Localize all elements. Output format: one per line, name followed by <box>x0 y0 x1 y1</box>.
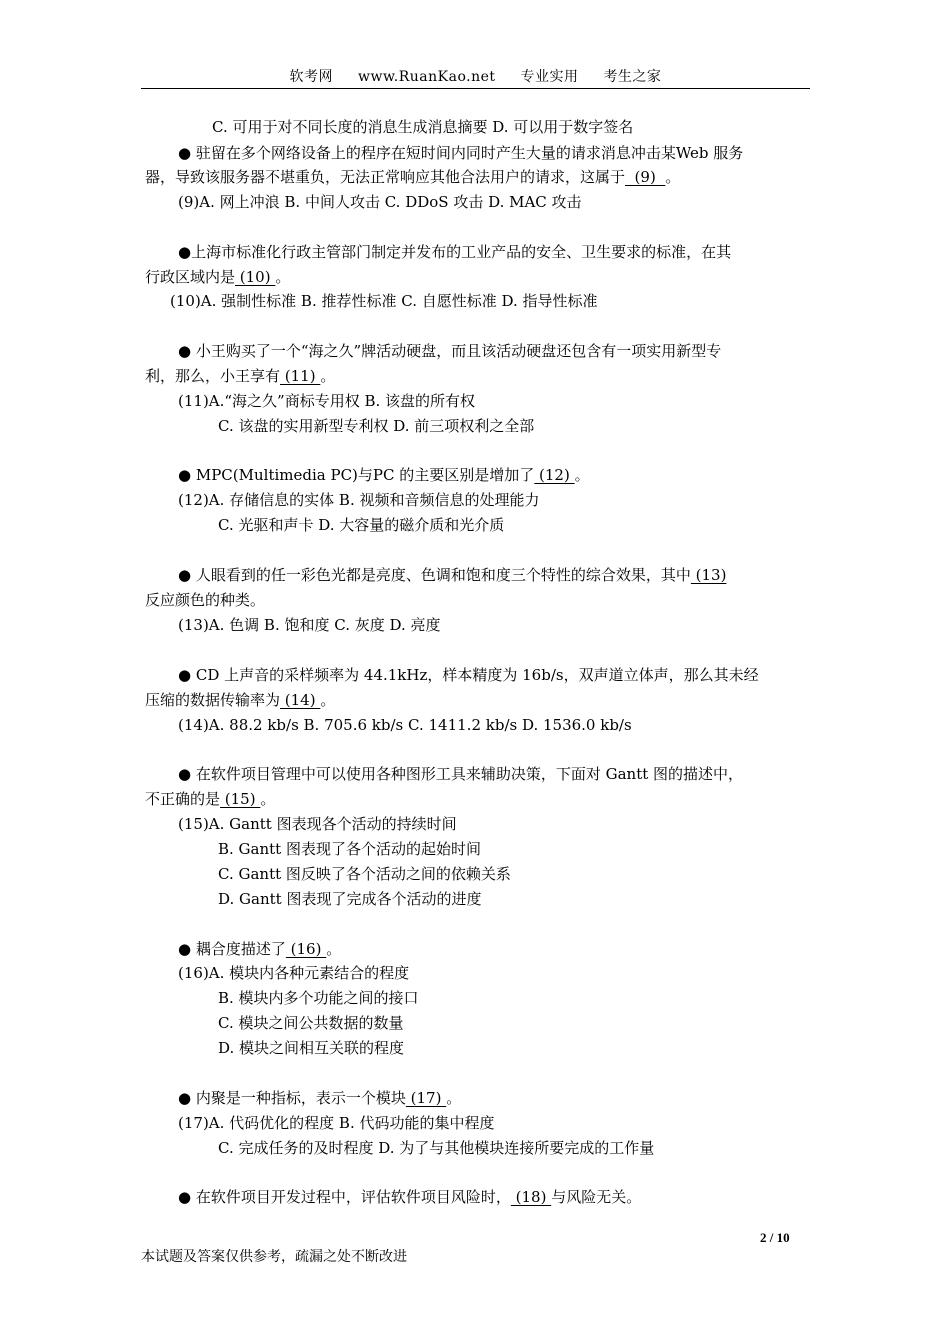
q8-options-cd: C. 可用于对不同长度的消息生成消息摘要 D. 可以用于数字签名 <box>212 118 634 136</box>
q10-stem-line1: ●上海市标准化行政主管部门制定并发布的工业产品的安全、卫生要求的标准，在其 <box>178 243 732 261</box>
q15-option-d: D. Gantt 图表现了完成各个活动的进度 <box>218 890 482 908</box>
header-url: www.RuanKao.net <box>358 69 496 85</box>
q15-option-a: (15)A. Gantt 图表现各个活动的持续时间 <box>178 815 457 833</box>
q13-stem-line1: ● 人眼看到的任一彩色光都是亮度、色调和饱和度三个特性的综合效果，其中 (13) <box>178 566 727 584</box>
q9-stem-line1: ● 驻留在多个网络设备上的程序在短时间内同时产生大量的请求消息冲击某Web 服务 <box>178 144 744 162</box>
q16-option-c: C. 模块之间公共数据的数量 <box>218 1014 404 1032</box>
q16-option-b: B. 模块内多个功能之间的接口 <box>218 989 419 1007</box>
q15-option-b: B. Gantt 图表现了各个活动的起始时间 <box>218 840 481 858</box>
q10-stem-line2: 行政区域内是 (10) 。 <box>145 268 291 286</box>
q17-stem: ● 内聚是一种指标，表示一个模块 (17) 。 <box>178 1089 462 1107</box>
q10-options: (10)A. 强制性标准 B. 推荐性标准 C. 自愿性标准 D. 指导性标准 <box>170 292 598 310</box>
page-number: 2 / 10 <box>760 1230 790 1245</box>
q9-stem-line2: 器，导致该服务器不堪重负，无法正常响应其他合法用户的请求，这属于 (9) 。 <box>145 168 681 186</box>
q11-stem-line2: 利，那么，小王享有 (11) 。 <box>145 367 336 385</box>
header-divider <box>141 88 810 89</box>
header-slogan-2: 考生之家 <box>603 69 662 85</box>
q12-blank: (12) <box>534 466 575 484</box>
q12-stem: ● MPC(Multimedia PC)与PC 的主要区别是增加了 (12) 。 <box>178 466 590 484</box>
q9-options: (9)A. 网上冲浪 B. 中间人攻击 C. DDoS 攻击 D. MAC 攻击 <box>178 193 582 211</box>
page-footer: 本试题及答案仅供参考，疏漏之处不断改进 <box>141 1249 407 1265</box>
q17-options-cd: C. 完成任务的及时程度 D. 为了与其他模块连接所要完成的工作量 <box>218 1139 655 1157</box>
header-slogan-1: 专业实用 <box>520 69 579 85</box>
q16-option-a: (16)A. 模块内各种元素结合的程度 <box>178 964 410 982</box>
q14-stem-line2: 压缩的数据传输率为 (14) 。 <box>145 691 336 709</box>
page-header <box>141 66 810 86</box>
q18-blank: (18) <box>510 1188 552 1206</box>
q16-blank: (16) <box>285 940 327 958</box>
q15-option-c: C. Gantt 图反映了各个活动之间的依赖关系 <box>218 865 511 883</box>
q15-stem-line2: 不正确的是 (15) 。 <box>145 790 276 808</box>
q15-blank: (15) <box>220 790 261 808</box>
q11-options-cd: C. 该盘的实用新型专利权 D. 前三项权利之全部 <box>218 417 535 435</box>
q14-stem-line1: ● CD 上声音的采样频率为 44.1kHz，样本精度为 16b/s，双声道立体声，那么其未经 <box>178 666 759 684</box>
q16-option-d: D. 模块之间相互关联的程度 <box>218 1039 405 1057</box>
q13-blank: (13) <box>690 566 727 584</box>
q12-options-cd: C. 光驱和声卡 D. 大容量的磁介质和光介质 <box>218 516 505 534</box>
q17-blank: (17) <box>405 1089 447 1107</box>
q10-blank: (10) <box>235 268 276 286</box>
q16-stem: ● 耦合度描述了 (16) 。 <box>178 940 342 958</box>
q11-blank: (11) <box>280 367 321 385</box>
q14-blank: (14) <box>280 691 321 709</box>
q9-blank: (9) <box>625 168 666 186</box>
q11-options-ab: (11)A.“海之久”商标专用权 B. 该盘的所有权 <box>178 392 476 410</box>
q14-options: (14)A. 88.2 kb/s B. 705.6 kb/s C. 1411.2 kb/s D. 1536.0 kb/s <box>178 716 632 734</box>
q11-stem-line1: ● 小王购买了一个“海之久”牌活动硬盘，而且该活动硬盘还包含有一项实用新型专 <box>178 342 722 360</box>
q17-options-ab: (17)A. 代码优化的程度 B. 代码功能的集中程度 <box>178 1114 495 1132</box>
header-site: 软考网 <box>289 69 334 85</box>
q13-options: (13)A. 色调 B. 饱和度 C. 灰度 D. 亮度 <box>178 616 441 634</box>
q12-options-ab: (12)A. 存储信息的实体 B. 视频和音频信息的处理能力 <box>178 491 540 509</box>
q13-stem-line2: 反应颜色的种类。 <box>145 591 266 609</box>
q15-stem-line1: ● 在软件项目管理中可以使用各种图形工具来辅助决策，下面对 Gantt 图的描述中， <box>178 765 744 783</box>
q18-stem: ● 在软件项目开发过程中，评估软件项目风险时， (18) 与风险无关。 <box>178 1188 642 1206</box>
